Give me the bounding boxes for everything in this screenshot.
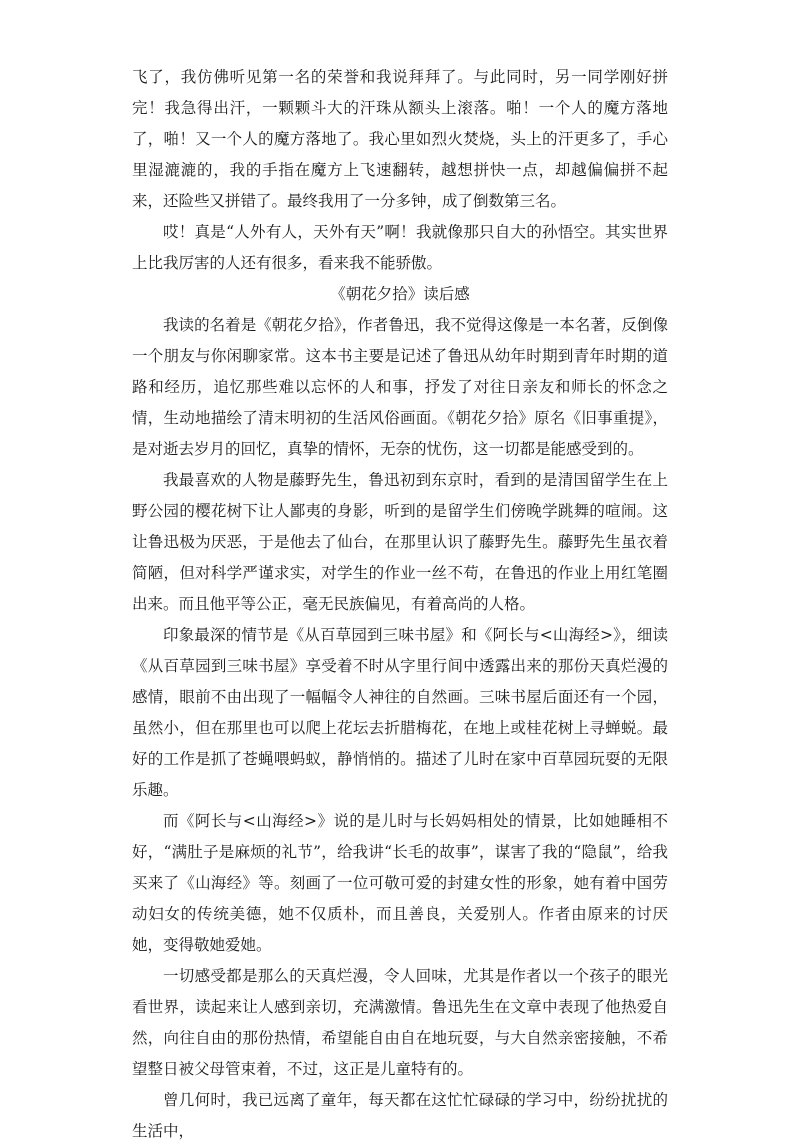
paragraph-truncated: 曾几何时，我已远离了童年，每天都在这忙忙碌碌的学习中，纷纷扰扰的生活中，	[132, 1091, 668, 1140]
paragraph: 我最喜欢的人物是藤野先生，鲁迅初到东京时，看到的是清国留学生在上野公园的樱花树下让人鄙夷的身影，听到的是留学生们傍晚学跳舞的喧闹。这让鲁迅极为厌恶，于是他去了仙台，在那里认识了藤野先生。藤野先生虽衣着简陋，但对科学严谨求实，对学生的作业一丝不苟，在鲁迅的作业上用红笔圈出来。而且他平等公正，毫无民族偏见，有着高尚的人格。	[132, 471, 668, 613]
paragraph: 一切感受都是那么的天真烂漫，令人回味，尤其是作者以一个孩子的眼光看世界，读起来让人感到亲切，充满激情。鲁迅先生在文章中表现了他热爱自然，向往自由的那份热情，希望能自由自在地玩耍，与大自然亲密接触，不希望整日被父母管束着，不过，这正是儿童特有的。	[132, 967, 668, 1078]
paragraph: 我读的名着是《朝花夕拾》，作者鲁迅，我不觉得这像是一本名著，反倒像一个朋友与你闲聊家常。这本书主要是记述了鲁迅从幼年时期到青年时期的道路和经历，追忆那些难以忘怀的人和事，抒发了对往日亲友和师长的怀念之情，生动地描绘了清末明初的生活风俗画面。《朝花夕拾》原名《旧事重提》，是对逝去岁月的回忆，真挚的情怀，无奈的忧伤，这一切都是能感受到的。	[132, 316, 668, 458]
paragraph: 印象最深的情节是《从百草园到三味书屋》和《阿长与<山海经>》，细读《从百草园到三味书屋》享受着不时从字里行间中透露出来的那份天真烂漫的感情，眼前不由出现了一幅幅令人神往的自然画。三味书屋后面还有一个园，虽然小，但在那里也可以爬上花坛去折腊梅花，在地上或桂花树上寻蝉蜕。最好的工作是抓了苍蝇喂蚂蚁，静悄悄的。描述了儿时在家中百草园玩耍的无限乐趣。	[132, 626, 668, 799]
document-page	[132, 62, 668, 1147]
paragraph: 哎！真是“人外有人，天外有天”啊！我就像那只自大的孙悟空。其实世界上比我厉害的人还有很多，看来我不能骄傲。	[132, 223, 668, 272]
essay-title: 《朝花夕拾》读后感	[330, 285, 470, 303]
paragraph-continued: 飞了，我仿佛听见第一名的荣誉和我说拜拜了。与此同时，另一同学刚好拼完！我急得出汗，一颗颗斗大的汗珠从额头上滚落。啪！一个人的魔方落地了，啪！又一个人的魔方落地了。我心里如烈火焚烧，头上的汗更多了，手心里湿漉漉的，我的手指在魔方上飞速翻转，越想拼快一点，却越偏偏拼不起来，还险些又拼错了。最终我用了一分多钟，成了倒数第三名。	[132, 68, 668, 210]
paragraph: 而《阿长与<山海经>》说的是儿时与长妈妈相处的情景，比如她睡相不好，“满肚子是麻烦的礼节”，给我讲“长毛的故事”，谋害了我的“隐鼠”，给我买来了《山海经》等。刻画了一位可敬可爱的封建女性的形象，她有着中国劳动妇女的传统美德，她不仅质朴，而且善良，关爱别人。作者由原来的讨厌她，变得敬她爱她。	[132, 812, 668, 954]
